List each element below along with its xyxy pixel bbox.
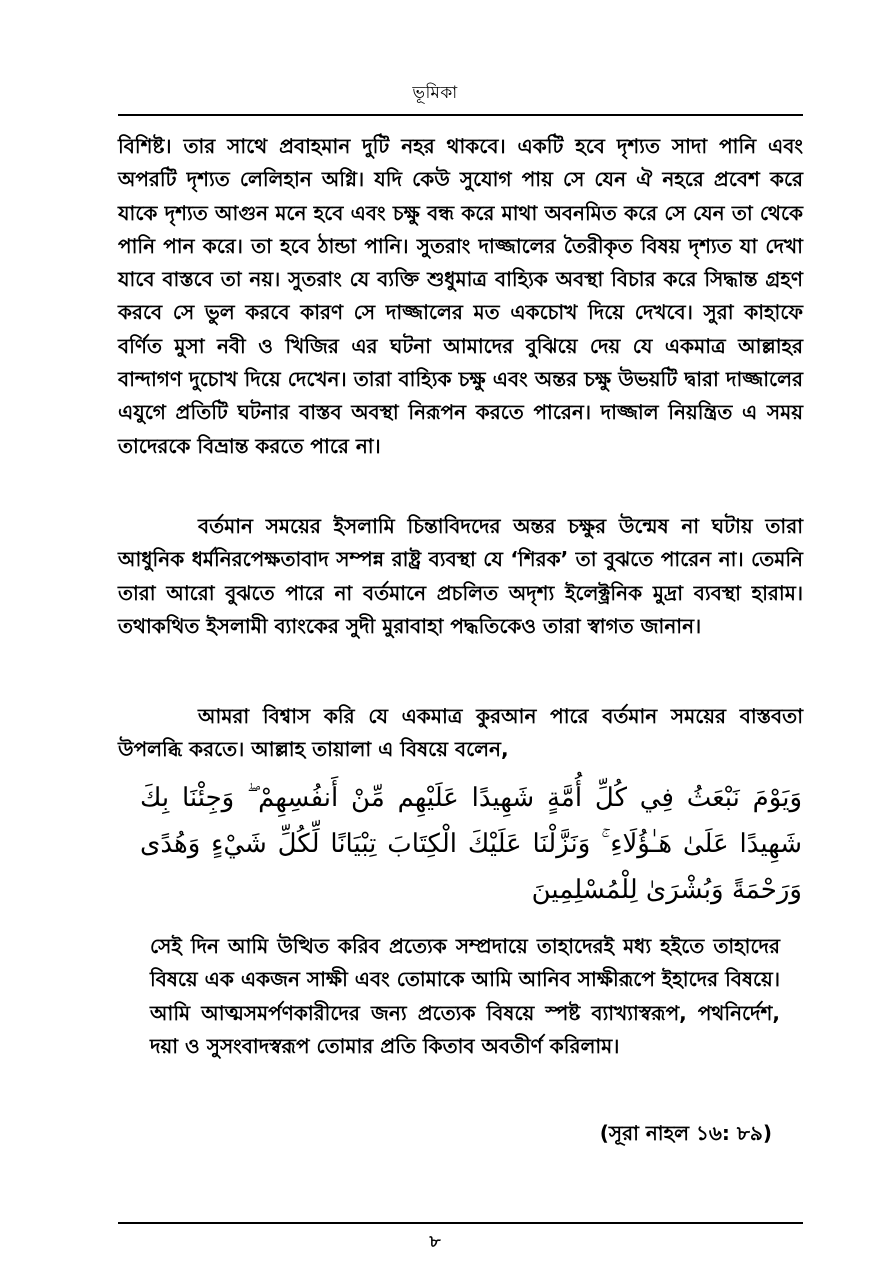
- body-paragraph-1: বিশিষ্ট। তার সাথে প্রবাহমান দুটি নহর থাকবে। একটি হবে দৃশ্যত সাদা পানি এবং অপরটি দৃশ্যত লেলিহান অগ্নি। যদি কেউ সুযোগ পায় সে যেন ঐ নহরে প্রবেশ করে যাকে দৃশ্যত আগুন মনে হবে এবং চক্ষু বন্ধ করে মাথা অবনমিত করে সে যেন তা থেকে পানি পান করে। তা হবে ঠান্ডা পানি। সুতরাং দাজ্জালের তৈরীকৃত বিষয় দৃশ্যত যা দেখা যাবে বাস্তবে তা নয়। সুতরাং যে ব্যক্তি শুধুমাত্র বাহ্যিক অবস্থা বিচার করে সিদ্ধান্ত গ্রহণ করবে সে ভুল করবে কারণ সে দাজ্জালের মত একচোখ দিয়ে দেখবে। সুরা কাহাফে বর্ণিত মুসা নবী ও খিজির এর ঘটনা আমাদের বুঝিয়ে দেয় যে একমাত্র আল্লাহর বান্দাগণ দুচোখ দিয়ে দেখেন। তারা বাহ্যিক চক্ষু এবং অন্তর চক্ষু উভয়টি দ্বারা দাজ্জালের এযুগে প্রতিটি ঘটনার বাস্তব অবস্থা নিরূপন করতে পারেন। দাজ্জাল নিয়ন্ত্রিত এ সময় তাদেরকে বিভ্রান্ত করতে পারে না।: [118, 134, 803, 458]
- arabic-verse: وَيَوْمَ نَبْعَثُ فِي كُلِّ أُمَّةٍ شَهِيدًا عَلَيْهِم مِّنْ أَنفُسِهِمْ ۖ وَجِئْنَا بِكَ شَهِيدًا عَلَىٰ هَـٰؤُلَاءِ ۚ وَنَزَّلْنَا عَلَيْكَ الْكِتَابَ تِبْيَانًا لِّكُلِّ شَيْءٍ وَهُدًى وَرَحْمَةً وَبُشْرَىٰ لِلْمُسْلِمِينَ: [140, 783, 802, 905]
- verse-translation: সেই দিন আমি উত্থিত করিব প্রত্যেক সম্প্রদায়ে তাহাদেরই মধ্য হইতে তাহাদের বিষয়ে এক একজন সাক্ষী এবং তোমাকে আমি আনিব সাক্ষীরূপে ইহাদের বিষয়ে। আমি আত্মসমর্পণকারীদের জন্য প্রত্যেক বিষয়ে স্পষ্ট ব্যাখ্যাস্বরূপ, পথনির্দেশ, দয়া ও সুসংবাদস্বরূপ তোমার প্রতি কিতাব অবতীর্ণ করিলাম।: [150, 934, 780, 1058]
- page-header: ভূমিকা: [412, 83, 458, 103]
- verse-citation: (সূরা নাহল ১৬: ৮৯): [599, 1121, 772, 1145]
- page-number: ৮: [429, 1232, 441, 1252]
- body-paragraph-3: আমরা বিশ্বাস করি যে একমাত্র কুরআন পারে বর্তমান সময়ের বাস্তবতা উপলব্ধি করতে। আল্লাহ তায়ালা এ বিষয়ে বলেন,: [118, 704, 803, 762]
- body-paragraph-2: বর্তমান সময়ের ইসলামি চিন্তাবিদদের অন্তর চক্ষুর উন্মেষ না ঘটায় তারা আধুনিক ধর্মনিরপেক্ষতাবাদ সম্পন্ন রাষ্ট্র ব্যবস্থা যে ‘শিরক’ তা বুঝতে পারেন না। তেমনি তারা আরো বুঝতে পারে না বর্তমানে প্রচলিত অদৃশ্য ইলেক্ট্রনিক মুদ্রা ব্যবস্থা হারাম। তথাকথিত ইসলামী ব্যাংকের সুদী মুরাবাহা পদ্ধতিকেও তারা স্বাগত জানান।: [118, 514, 803, 638]
- header-divider: [118, 114, 803, 116]
- footer-divider: [118, 1222, 803, 1224]
